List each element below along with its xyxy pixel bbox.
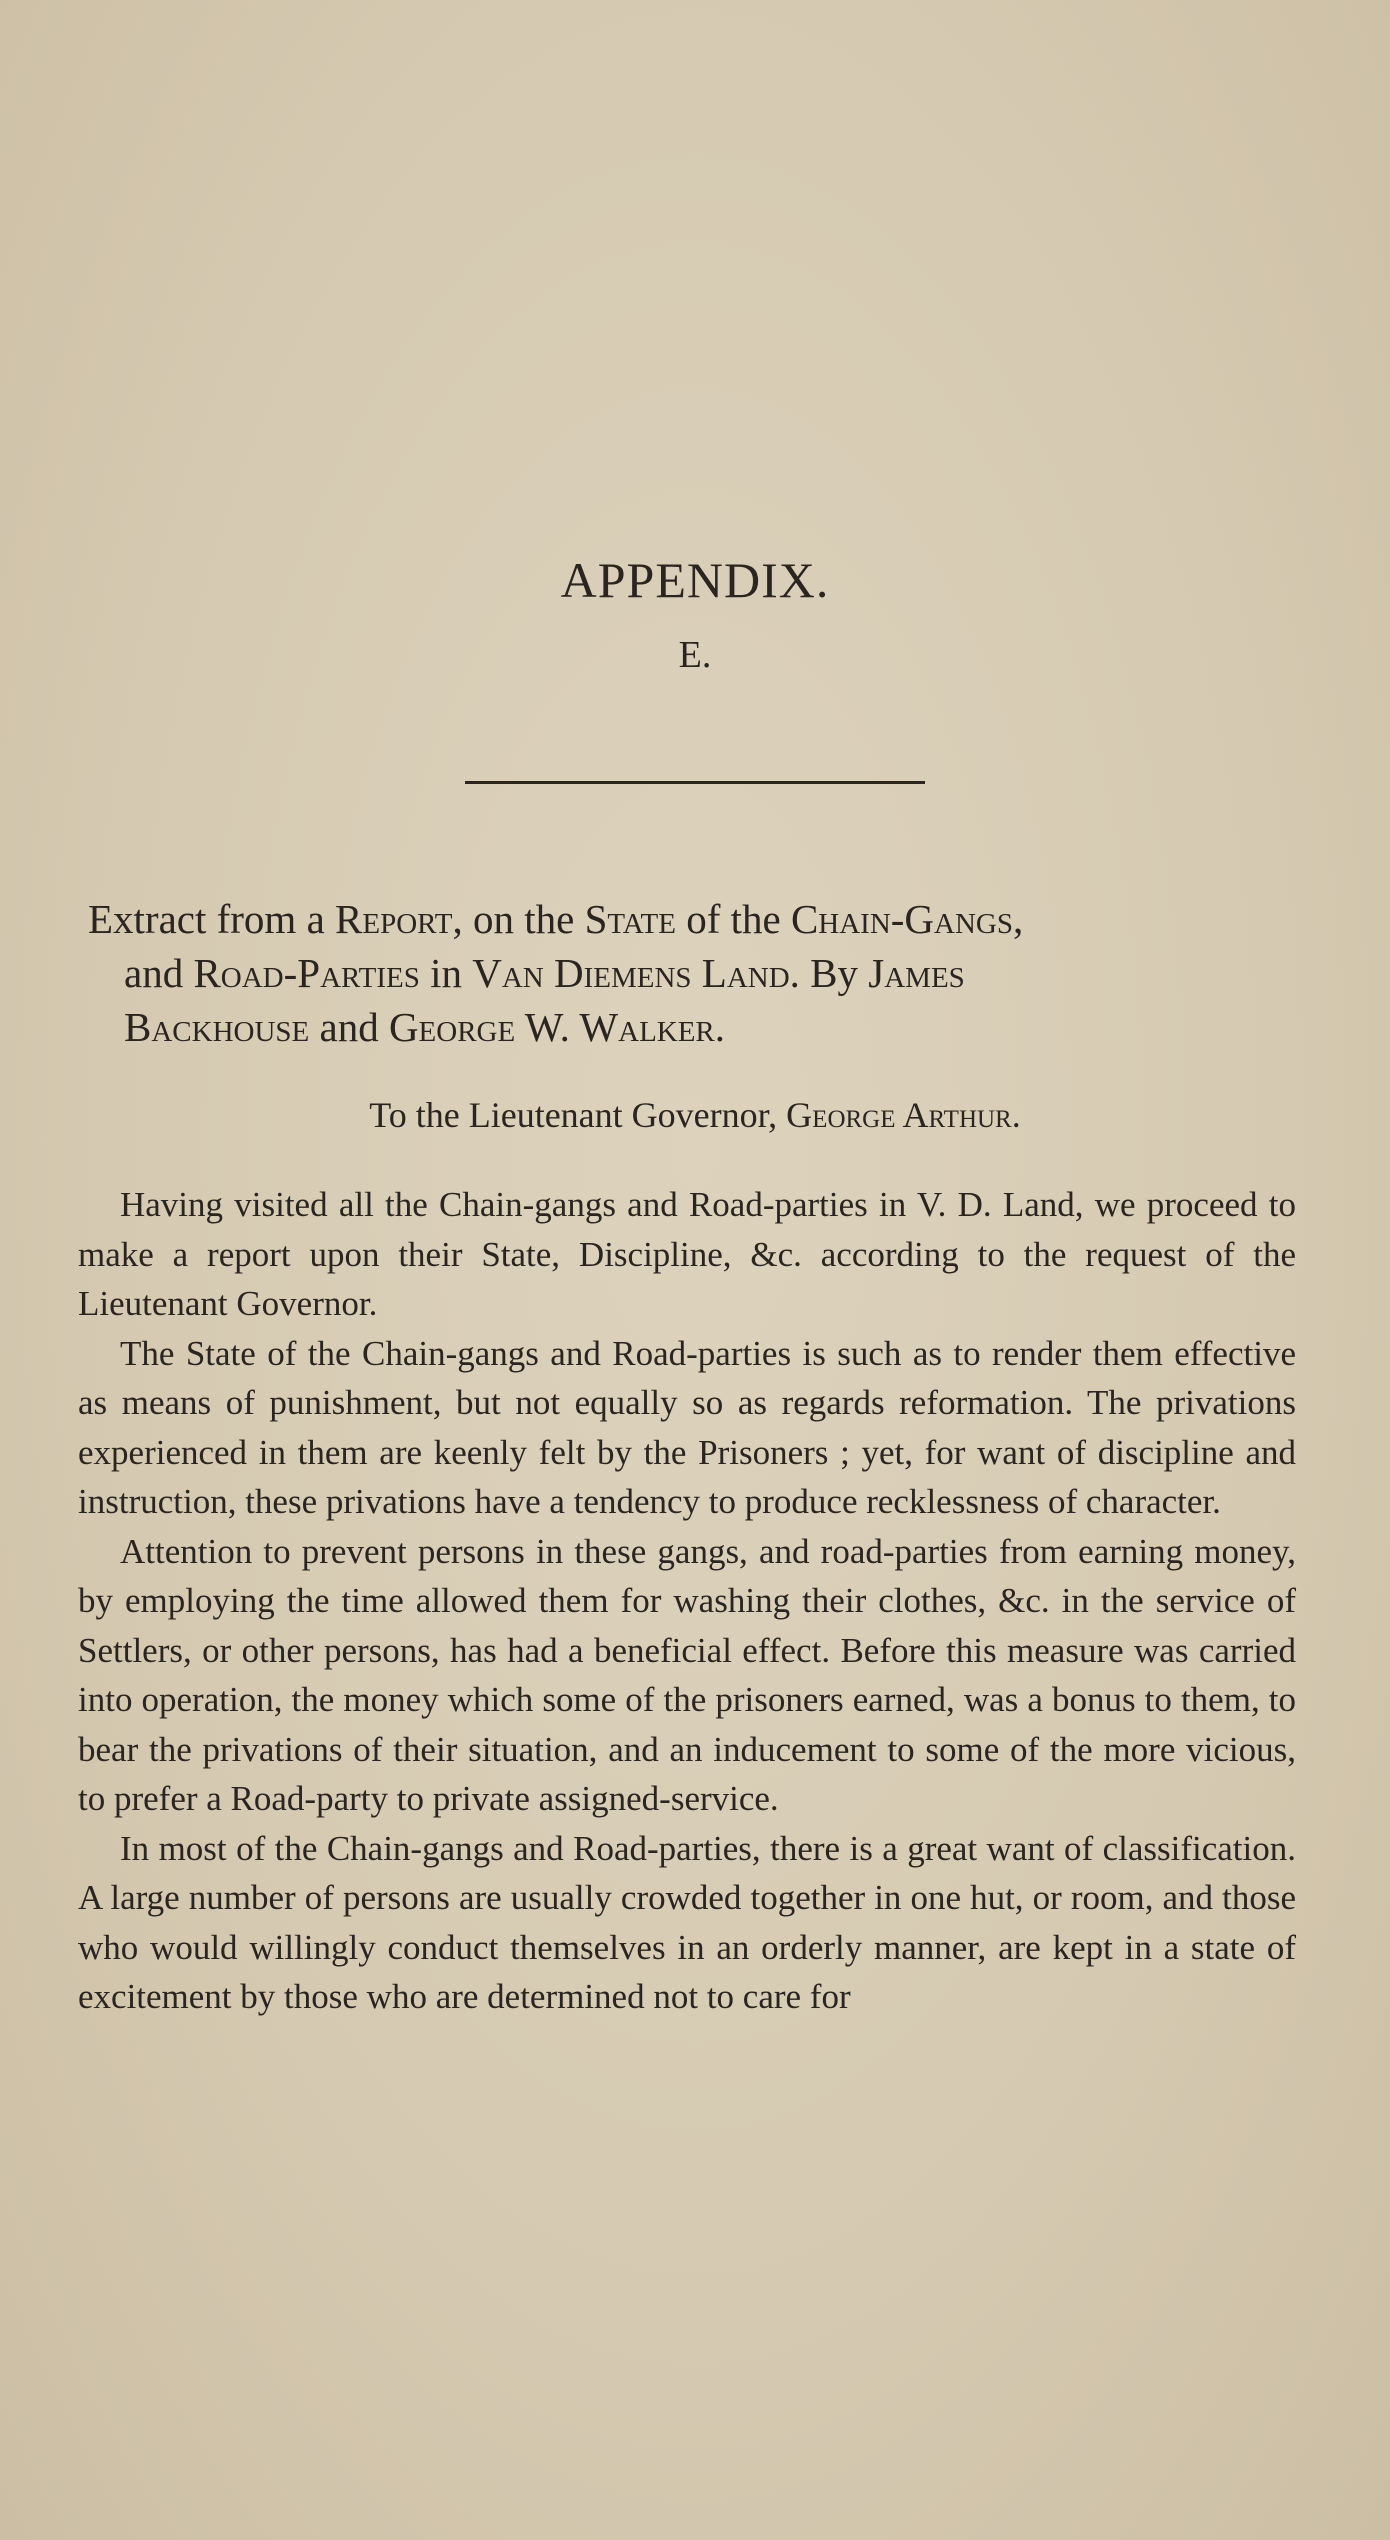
appendix-title: APPENDIX. bbox=[560, 552, 830, 608]
extract-line-1: Extract from a Report, on the State of the Chain-Gangs, bbox=[88, 896, 1024, 942]
body-text bbox=[78, 1180, 1296, 2022]
extract-heading bbox=[88, 892, 1308, 1054]
paragraph-2: The State of the Chain-gangs and Road-parties is such as to render them effective as means of punishment, but not equally so as regards reformation. The privations experienced in them are keenly felt by the Prisoners ; yet, for want of discipline and instruction, these privations have a tendency to produce recklessness of character. bbox=[78, 1333, 1296, 1521]
paragraph-1: Having visited all the Chain-gangs and Road-parties in V. D. Land, we proceed to make a report upon their State, Discipline, &c. according to the request of the Lieutenant Governor. bbox=[78, 1185, 1296, 1323]
extract-line-3: Backhouse and George W. Walker. bbox=[124, 1004, 726, 1050]
horizontal-rule bbox=[465, 781, 925, 784]
address-line: To the Lieutenant Governor, George Arthur. bbox=[369, 1095, 1021, 1135]
appendix-letter: E. bbox=[678, 634, 712, 676]
paragraph-4: In most of the Chain-gangs and Road-parties, there is a great want of classification. A large number of persons are usually crowded together in one hut, or room, and those who would willingly conduct themselves in an orderly manner, are kept in a state of excitement by those who are determined not to care for bbox=[78, 1828, 1296, 2016]
extract-line-2: and Road-Parties in Van Diemens Land. By James bbox=[124, 950, 965, 996]
paragraph-3: Attention to prevent persons in these gangs, and road-parties from earning money, by employing the time allowed them for washing their clothes, &c. in the service of Settlers, or other persons, has had a beneficial effect. Before this measure was carried into operation, the money which some of the prisoners earned, was a bonus to them, to bear the privations of their situation, and an inducement to some of the more vicious, to prefer a Road-party to private assigned-service. bbox=[78, 1531, 1296, 1818]
